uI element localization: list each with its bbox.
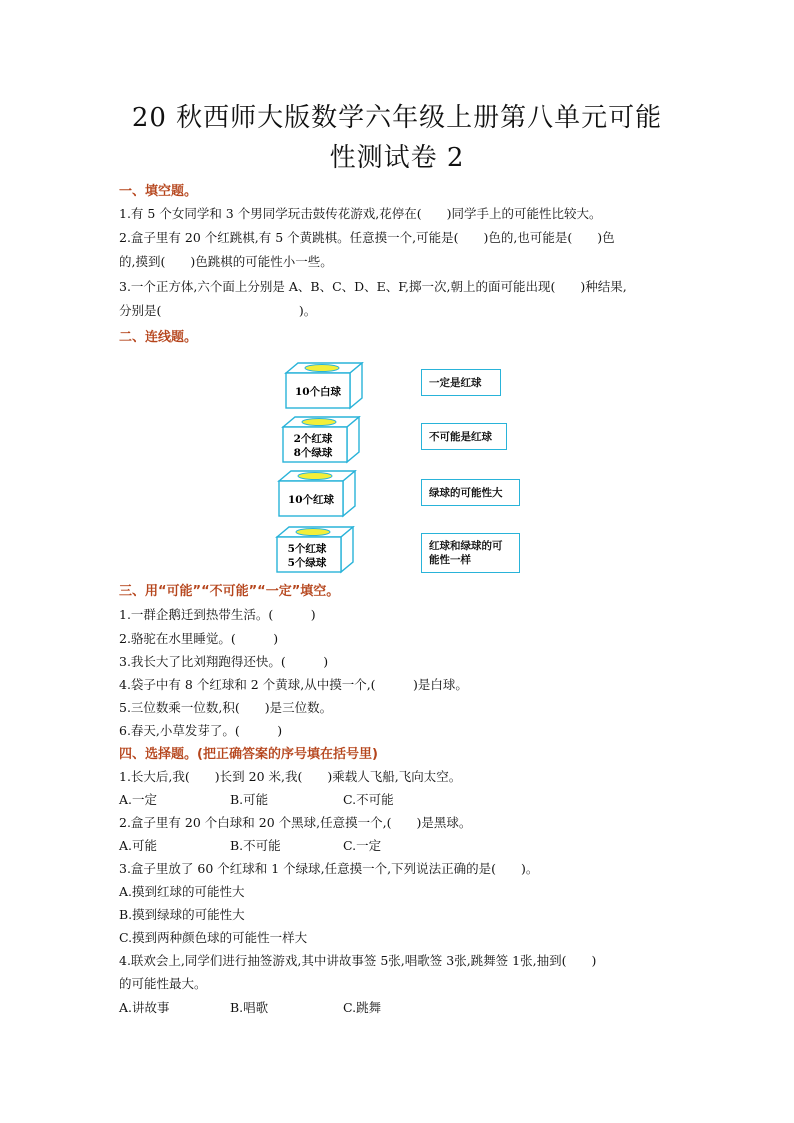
box-10-white	[280, 362, 370, 410]
choice-question-4-line-1: 4.联欢会上,同学们进行抽签游戏,其中讲故事签 5张,唱歌签 3张,跳舞签 1张,抽到( )	[119, 953, 597, 968]
word-fill-5: 5.三位数乘一位数,积( )是三位数。	[119, 700, 333, 715]
box-2-red-8-green	[277, 416, 367, 464]
box-label-line: 10个白球	[294, 386, 342, 398]
choice-4-option-a[interactable]: A.讲故事	[119, 1000, 170, 1015]
fill-question-3-line-2: 分别是( )。	[119, 303, 317, 318]
box-label-line: 5个绿球	[287, 557, 327, 569]
choice-2-option-b[interactable]: B.不可能	[230, 838, 281, 853]
box-10-red	[273, 470, 363, 518]
choice-3-option-c[interactable]: C.摸到两种颜色球的可能性一样大	[119, 930, 308, 945]
fill-question-2-line-1: 2.盒子里有 20 个红跳棋,有 5 个黄跳棋。任意摸一个,可能是( )色的,也可能是( )色	[119, 230, 615, 245]
choice-question-1: 1.长大后,我( )长到 20 米,我( )乘载人飞船,飞向太空。	[119, 769, 462, 784]
label-text: 绿球的可能性大	[429, 486, 503, 499]
label-green-more-likely[interactable]	[421, 479, 520, 506]
fill-question-3-line-1: 3.一个正方体,六个面上分别是 A、B、C、D、E、F,掷一次,朝上的面可能出现( )种结果,	[119, 279, 627, 294]
choice-question-2: 2.盒子里有 20 个白球和 20 个黑球,任意摸一个,( )是黑球。	[119, 815, 472, 830]
choice-1-option-a[interactable]: A.一定	[119, 792, 158, 807]
title-line-1: 20 秋西师大版数学六年级上册第八单元可能	[131, 103, 663, 133]
choice-4-option-b[interactable]: B.唱歌	[230, 1000, 269, 1015]
section-matching-heading: 二、连线题。	[119, 330, 198, 345]
section-fill-blank-heading: 一、填空题。	[119, 184, 198, 199]
word-fill-3: 3.我长大了比刘翔跑得还快。( )	[119, 654, 329, 669]
word-fill-4: 4.袋子中有 8 个红球和 2 个黄球,从中摸一个,( )是白球。	[119, 677, 468, 692]
choice-2-option-c[interactable]: C.一定	[343, 838, 382, 853]
section-word-fill-heading: 三、用“可能”“不可能”“一定”填空。	[119, 584, 340, 599]
label-text: 一定是红球	[429, 376, 482, 389]
box-label-line: 2个红球	[293, 433, 333, 445]
section-choice-heading: 四、选择题。(把正确答案的序号填在括号里)	[119, 747, 378, 762]
label-text: 能性一样	[429, 554, 471, 566]
label-always-red[interactable]	[421, 369, 501, 396]
choice-1-option-c[interactable]: C.不可能	[343, 792, 394, 807]
choice-question-4-line-2: 的可能性最大。	[119, 976, 207, 991]
title-line-2: 性测试卷 2	[329, 143, 465, 173]
label-equal-likelihood[interactable]	[421, 533, 520, 573]
box-label-line: 5个红球	[287, 543, 327, 555]
fill-question-1: 1.有 5 个女同学和 3 个男同学玩击鼓传花游戏,花停在( )同学手上的可能性比较大。	[119, 206, 602, 221]
word-fill-6: 6.春天,小草发芽了。( )	[119, 723, 283, 738]
choice-3-option-b[interactable]: B.摸到绿球的可能性大	[119, 907, 245, 922]
choice-3-option-a[interactable]: A.摸到红球的可能性大	[119, 884, 245, 899]
choice-4-option-c[interactable]: C.跳舞	[343, 1000, 382, 1015]
choice-1-option-b[interactable]: B.可能	[230, 792, 269, 807]
label-text: 红球和绿球的可	[429, 540, 503, 552]
choice-question-3: 3.盒子里放了 60 个红球和 1 个绿球,任意摸一个,下列说法正确的是( )。	[119, 861, 539, 876]
fill-question-2-line-2: 的,摸到( )色跳棋的可能性小一些。	[119, 254, 333, 269]
word-fill-2: 2.骆驼在水里睡觉。( )	[119, 631, 279, 646]
box-label-line: 8个绿球	[293, 447, 333, 459]
box-label-line: 10个红球	[287, 494, 335, 506]
choice-2-option-a[interactable]: A.可能	[119, 838, 158, 853]
label-impossible-red[interactable]	[421, 423, 507, 450]
label-text: 不可能是红球	[429, 430, 492, 443]
word-fill-1: 1.一群企鹅迁到热带生活。( )	[119, 607, 316, 622]
box-5-red-5-green	[271, 526, 361, 574]
